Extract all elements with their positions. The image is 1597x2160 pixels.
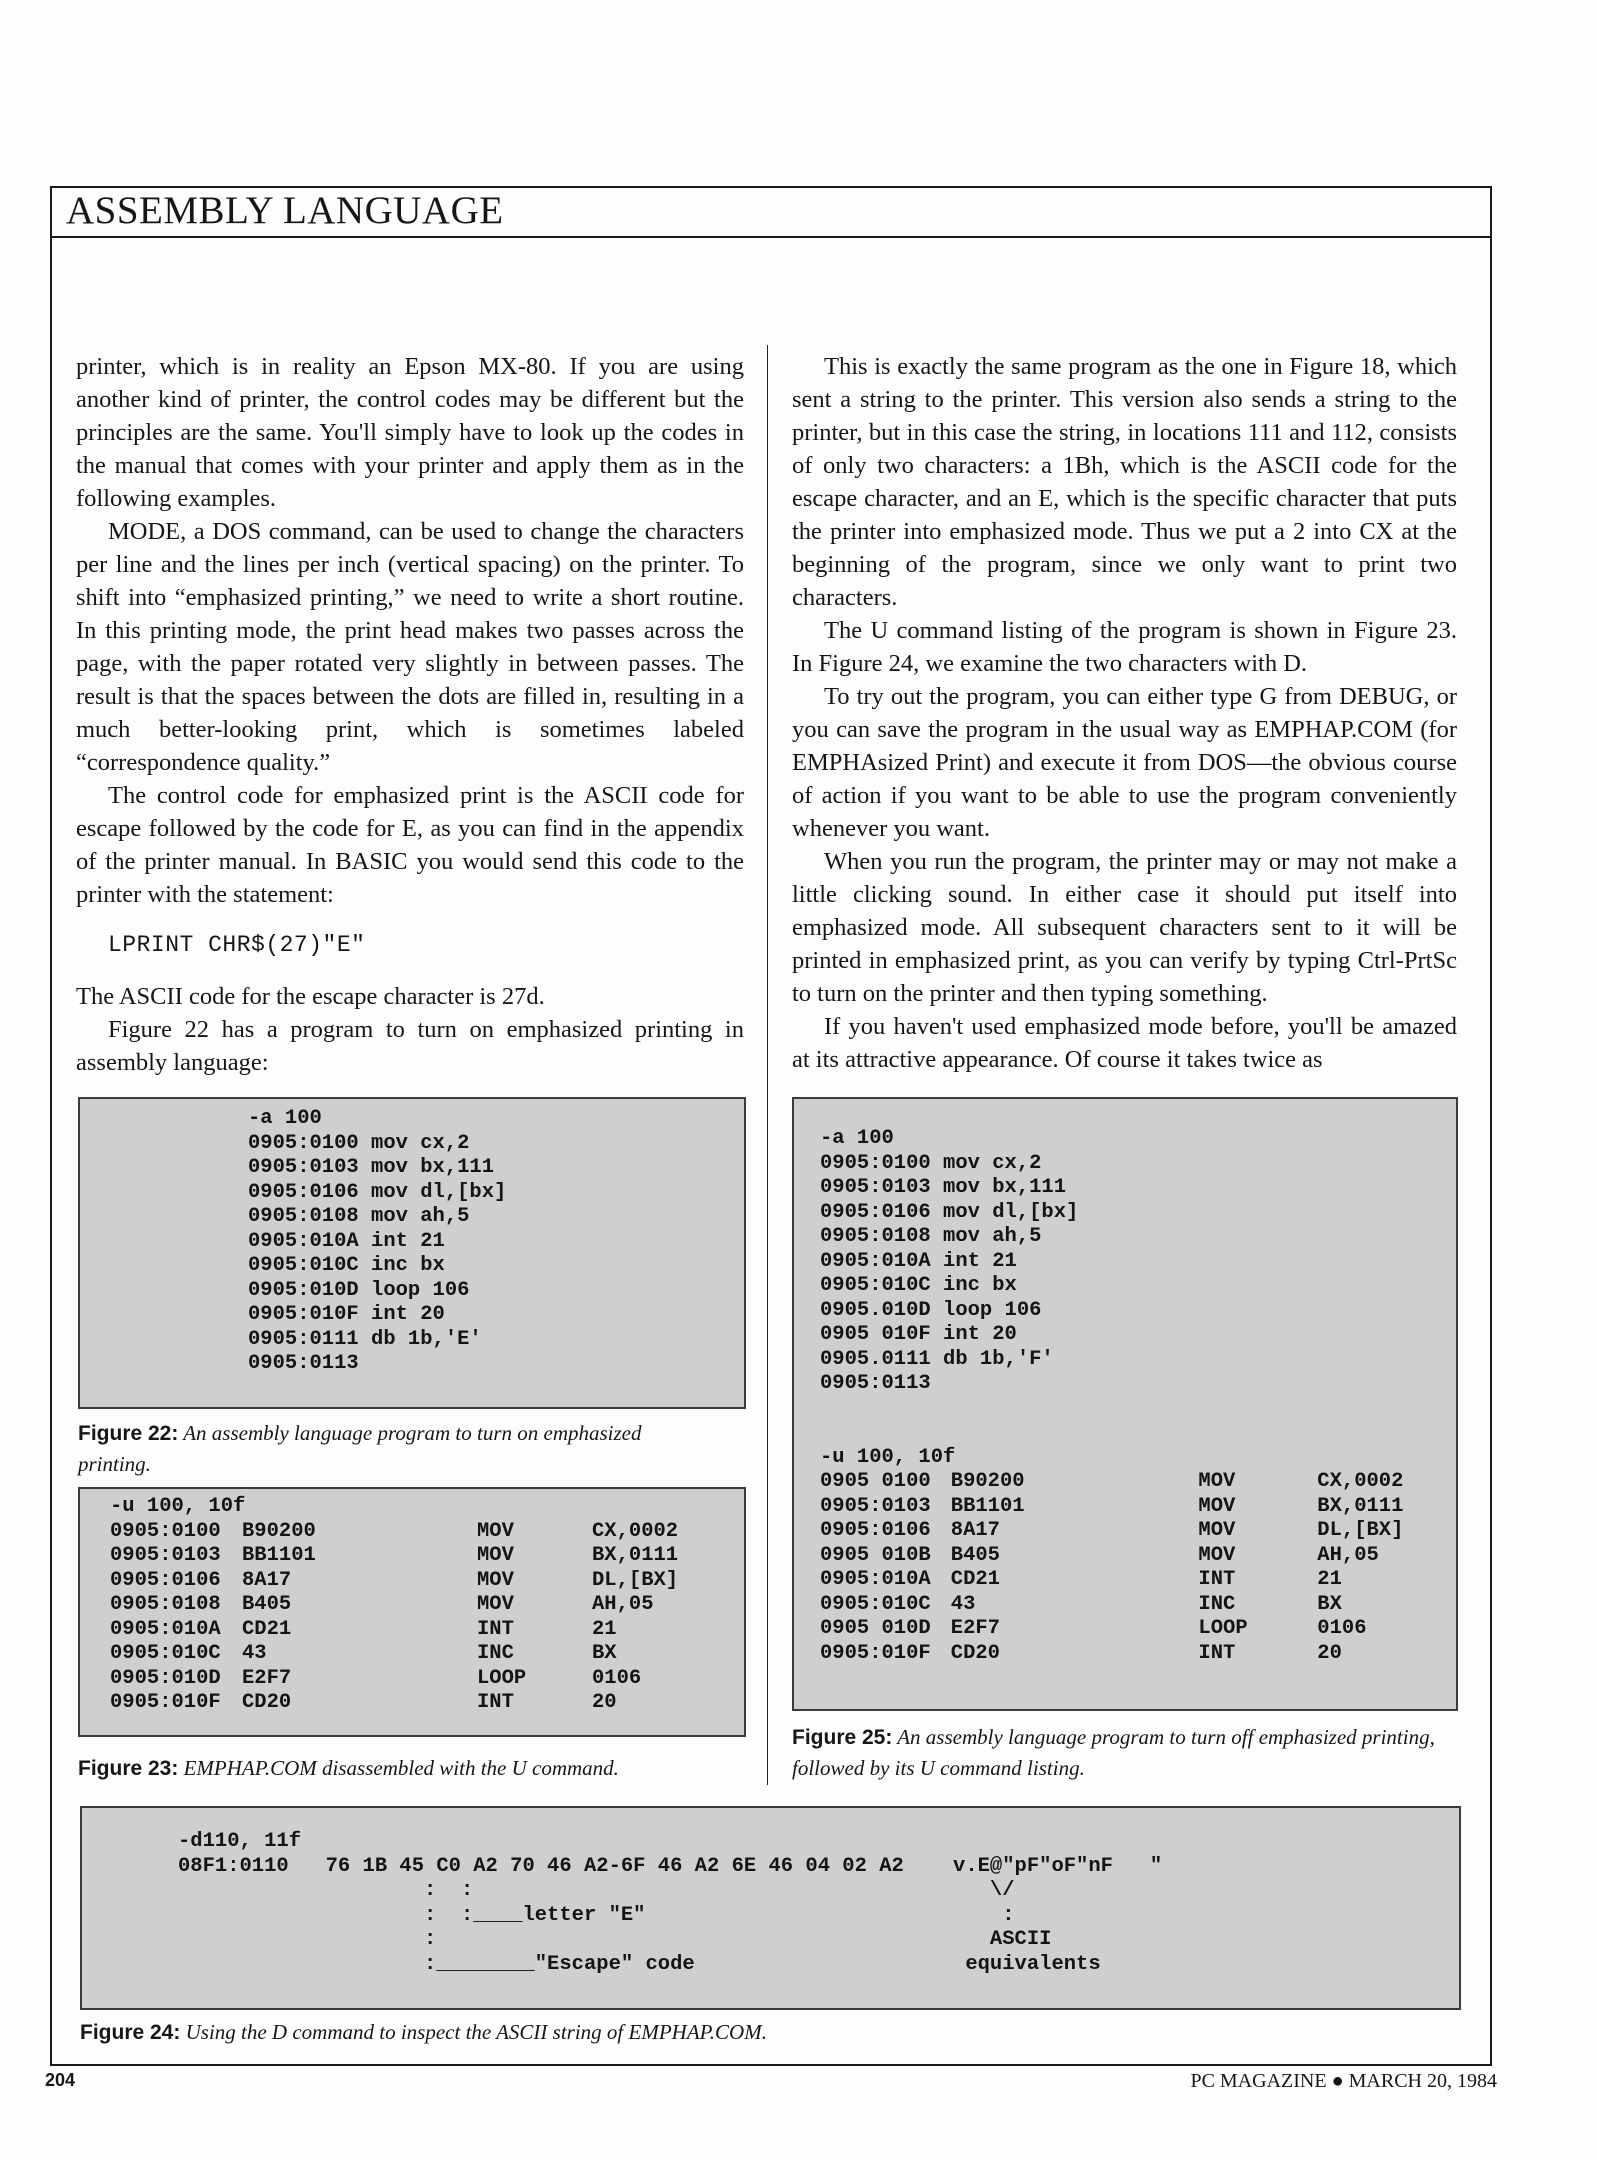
- code-line: 0905 010F int 20: [820, 1323, 1017, 1346]
- code-line: 0905:0111 db 1b,'E': [248, 1327, 482, 1351]
- spacer: [820, 1397, 1456, 1446]
- code-line: -a 100: [820, 1127, 894, 1150]
- basic-code-line: LPRINT CHR$(27)"E": [108, 932, 366, 958]
- section-title: ASSEMBLY LANGUAGE: [66, 189, 504, 232]
- left-paragraph-3: The control code for emphasized print is the ASCII code for escape followed by the code for E, as you can find in the appendix of the printer manual. In BASIC you would send this code to the printer with the statement:: [76, 782, 744, 908]
- address: 0905:010F: [110, 1691, 221, 1714]
- code-line: 0905:0106 mov dl,[bx]: [248, 1180, 507, 1204]
- figure-23-caption: [78, 1753, 778, 1784]
- code-line: 0905.010D loop 106: [820, 1298, 1042, 1322]
- right-paragraph-1: This is exactly the same program as the one in Figure 18, which sent a string to the printer. This version also sends a string to the printer, but in this case the string, in locations 111 and 112, consists of only two characters: a 1Bh, which is the ASCII code for the escape character, and an E, which is the specific character that puts the printer into emphasized mode. Thus we put a 2 into CX at the beginning of the program, since we only want to print two characters.: [792, 353, 1457, 611]
- opcode: INC: [477, 1642, 514, 1665]
- table-row: [820, 1642, 1456, 1667]
- right-paragraph-2: The U command listing of the program is shown in Figure 23. In Figure 24, we examine the two characters with D.: [792, 617, 1457, 677]
- operand: CX,0002: [1317, 1470, 1404, 1493]
- code-line: 0905:0108 mov ah,5: [820, 1225, 1042, 1248]
- figure-23-caption-text: EMPHAP.COM disassembled with the U command.: [178, 1756, 619, 1780]
- u-command-line: -u 100, 10f: [110, 1495, 246, 1518]
- left-paragraph-5: Figure 22 has a program to turn on emphasized printing in assembly language:: [76, 1016, 744, 1076]
- opcode: INC: [1198, 1592, 1236, 1616]
- code-line: 0905:0103 mov bx,111: [248, 1156, 495, 1179]
- operand: 20: [592, 1691, 617, 1714]
- address: 0905 0100: [820, 1470, 931, 1493]
- machine-code: E2F7: [242, 1666, 292, 1690]
- opcode: INT: [477, 1691, 514, 1714]
- address: 0905:010F: [820, 1641, 931, 1665]
- figure-24-caption-text: Using the D command to inspect the ASCII string of EMPHAP.COM.: [180, 2020, 767, 2044]
- dump-annotation: : ASCII: [178, 1928, 1052, 1951]
- figure-25-listing: [792, 1097, 1458, 1711]
- machine-code: 8A17: [950, 1519, 1000, 1542]
- code-line: 0905:010F int 20: [248, 1303, 445, 1326]
- machine-code: B405: [950, 1543, 1000, 1567]
- table-row: [820, 1470, 1456, 1495]
- address: 0905:0106: [820, 1519, 931, 1542]
- operand: BX,0111: [1317, 1494, 1404, 1518]
- dump-line: 08F1:0110 76 1B 45 C0 A2 70 46 A2-6F 46 A2 6E 46 04 02 A2 v.E@"pF"oF"nF ": [178, 1854, 1163, 1878]
- table-row: [820, 1617, 1456, 1642]
- address: 0905:0103: [820, 1494, 931, 1518]
- table-row: [110, 1667, 744, 1692]
- figure-24-dump: [80, 1806, 1461, 2010]
- operand: DL,[BX]: [1317, 1519, 1404, 1542]
- operand: BX,0111: [592, 1544, 679, 1567]
- opcode: MOV: [477, 1568, 514, 1592]
- table-row: [820, 1495, 1456, 1520]
- code-line: 0905:010A int 21: [820, 1249, 1017, 1273]
- code-line: 0905:0113: [820, 1372, 931, 1395]
- figure-22-label: Figure 22:: [78, 1422, 179, 1445]
- address: 0905 010D: [820, 1617, 931, 1640]
- figure-25-caption-text: An assembly language program to turn off emphasized printing, followed by its U command listing.: [792, 1725, 1435, 1780]
- machine-code: CD20: [950, 1641, 1000, 1665]
- figure-22-caption: [78, 1418, 718, 1479]
- table-row: [820, 1519, 1456, 1544]
- table-row: [110, 1691, 744, 1716]
- code-line: 0905:0100 mov cx,2: [820, 1151, 1042, 1175]
- code-line: 0905:010C inc bx: [820, 1274, 1017, 1297]
- table-row: [110, 1520, 744, 1545]
- figure-22-caption-text: An assembly language program to turn on emphasized printing.: [78, 1421, 642, 1476]
- operand: AH,05: [1317, 1543, 1379, 1567]
- machine-code: CD21: [242, 1617, 292, 1641]
- address: 0905:0108: [110, 1593, 221, 1616]
- right-column: [792, 350, 1457, 1076]
- opcode: MOV: [477, 1544, 514, 1567]
- opcode: MOV: [1198, 1519, 1236, 1542]
- machine-code: 43: [242, 1642, 267, 1665]
- code-line: 0905:010D loop 106: [248, 1278, 470, 1302]
- opcode: LOOP: [1198, 1617, 1248, 1640]
- address: 0905 010B: [820, 1543, 931, 1567]
- address: 0905:010D: [110, 1666, 221, 1690]
- opcode: MOV: [477, 1593, 514, 1616]
- operand: BX: [592, 1642, 617, 1665]
- opcode: MOV: [477, 1519, 514, 1543]
- opcode: INT: [477, 1617, 514, 1641]
- table-row: [820, 1593, 1456, 1618]
- table-row: [110, 1569, 744, 1594]
- address: 0905:0103: [110, 1544, 221, 1567]
- opcode: LOOP: [477, 1666, 527, 1690]
- opcode: INT: [1198, 1641, 1236, 1665]
- operand: DL,[BX]: [592, 1568, 679, 1592]
- machine-code: B90200: [950, 1470, 1025, 1493]
- dump-annotation: : : \/: [178, 1879, 1015, 1902]
- opcode: MOV: [1198, 1494, 1236, 1518]
- address: 0905:010C: [110, 1642, 221, 1665]
- machine-code: BB1101: [950, 1494, 1025, 1518]
- operand: 0106: [592, 1666, 642, 1690]
- opcode: MOV: [1198, 1470, 1236, 1493]
- machine-code: B405: [242, 1593, 292, 1616]
- table-row: [110, 1618, 744, 1643]
- machine-code: B90200: [242, 1519, 316, 1543]
- table-row: [110, 1642, 744, 1667]
- figure-23-listing: [78, 1487, 746, 1737]
- left-paragraph-1: printer, which is in reality an Epson MX-80. If you are using another kind of printer, the control codes may be different but the principles are the same. You'll simply have to look up the codes in the manual that comes with your printer and apply them as in the following examples.: [76, 353, 744, 512]
- dump-annotation: :________"Escape" code equivalents: [178, 1952, 1101, 1976]
- machine-code: BB1101: [242, 1544, 316, 1567]
- table-row: [110, 1544, 744, 1569]
- right-paragraph-5: If you haven't used emphasized mode before, you'll be amazed at its attractive appearance. Of course it takes twice as: [792, 1013, 1457, 1073]
- machine-code: 43: [950, 1592, 976, 1616]
- machine-code: E2F7: [950, 1617, 1000, 1640]
- dump-annotation: : :____letter "E" :: [178, 1903, 1015, 1927]
- left-paragraph-2: MODE, a DOS command, can be used to change the characters per line and the lines per inch (vertical spacing) on the printer. To shift into “emphasized printing,” we need to write a short routine. In this printing mode, the print head makes two passes across the page, with the paper rotated very slightly in between passes. The result is that the spaces between the dots are filled in, resulting in a much better-looking print, which is sometimes labeled “correspondence quality.”: [76, 518, 744, 776]
- code-line: 0905:0100 mov cx,2: [248, 1131, 470, 1155]
- publication-footer: PC MAGAZINE ● MARCH 20, 1984: [1190, 2070, 1497, 2092]
- machine-code: CD20: [242, 1691, 292, 1714]
- code-line: 0905.0111 db 1b,'F': [820, 1347, 1054, 1371]
- address: 0905:010C: [820, 1592, 931, 1616]
- code-line: 0905:0108 mov ah,5: [248, 1205, 470, 1228]
- address: 0905:010A: [110, 1617, 221, 1641]
- operand: 21: [592, 1617, 617, 1641]
- machine-code: CD21: [950, 1568, 1000, 1591]
- operand: BX: [1317, 1592, 1342, 1616]
- table-row: [820, 1568, 1456, 1593]
- page-number: 204: [45, 2070, 76, 2090]
- figure-23-label: Figure 23:: [78, 1757, 179, 1780]
- operand: 0106: [1317, 1617, 1367, 1640]
- code-line: 0905:0113: [248, 1352, 359, 1375]
- code-line: 0905:010A int 21: [248, 1229, 445, 1253]
- table-row: [110, 1593, 744, 1618]
- address: 0905:010A: [820, 1568, 931, 1591]
- code-line: 0905:0106 mov dl,[bx]: [820, 1200, 1079, 1224]
- code-line: 0905:0103 mov bx,111: [820, 1176, 1067, 1199]
- machine-code: 8A17: [242, 1568, 292, 1592]
- left-column: [76, 350, 744, 1079]
- figure-22-listing: [78, 1097, 746, 1409]
- left-paragraph-4: The ASCII code for the escape character is 27d.: [76, 983, 545, 1010]
- address: 0905:0100: [110, 1519, 221, 1543]
- table-row: [820, 1544, 1456, 1569]
- u-command-line: -u 100, 10f: [820, 1445, 956, 1469]
- operand: 21: [1317, 1568, 1342, 1591]
- column-divider: [767, 345, 768, 1785]
- code-line: 0905:010C inc bx: [248, 1254, 445, 1277]
- code-line: -a 100: [248, 1107, 322, 1130]
- operand: AH,05: [592, 1593, 654, 1616]
- figure-24-label: Figure 24:: [80, 2021, 181, 2044]
- dump-line: -d110, 11f: [178, 1830, 302, 1853]
- right-paragraph-3: To try out the program, you can either type G from DEBUG, or you can save the program in the usual way as EMPHAP.COM (for EMPHAsized Print) and execute it from DOS—the obvious course of action if you want to be able to use the program conveniently whenever you want.: [792, 683, 1457, 842]
- address: 0905:0106: [110, 1568, 221, 1592]
- opcode: INT: [1198, 1568, 1236, 1591]
- figure-24-caption: [80, 2017, 1280, 2048]
- right-paragraph-4: When you run the program, the printer may or may not make a little clicking sound. In either case it should put itself into emphasized mode. All subsequent characters sent to it will be printed in emphasized print, as you can verify by typing Ctrl-PrtSc to turn on the printer and then typing something.: [792, 848, 1457, 1007]
- figure-25-label: Figure 25:: [792, 1726, 893, 1749]
- operand: 20: [1317, 1641, 1342, 1665]
- operand: CX,0002: [592, 1519, 679, 1543]
- figure-25-caption: [792, 1722, 1452, 1783]
- opcode: MOV: [1198, 1543, 1236, 1567]
